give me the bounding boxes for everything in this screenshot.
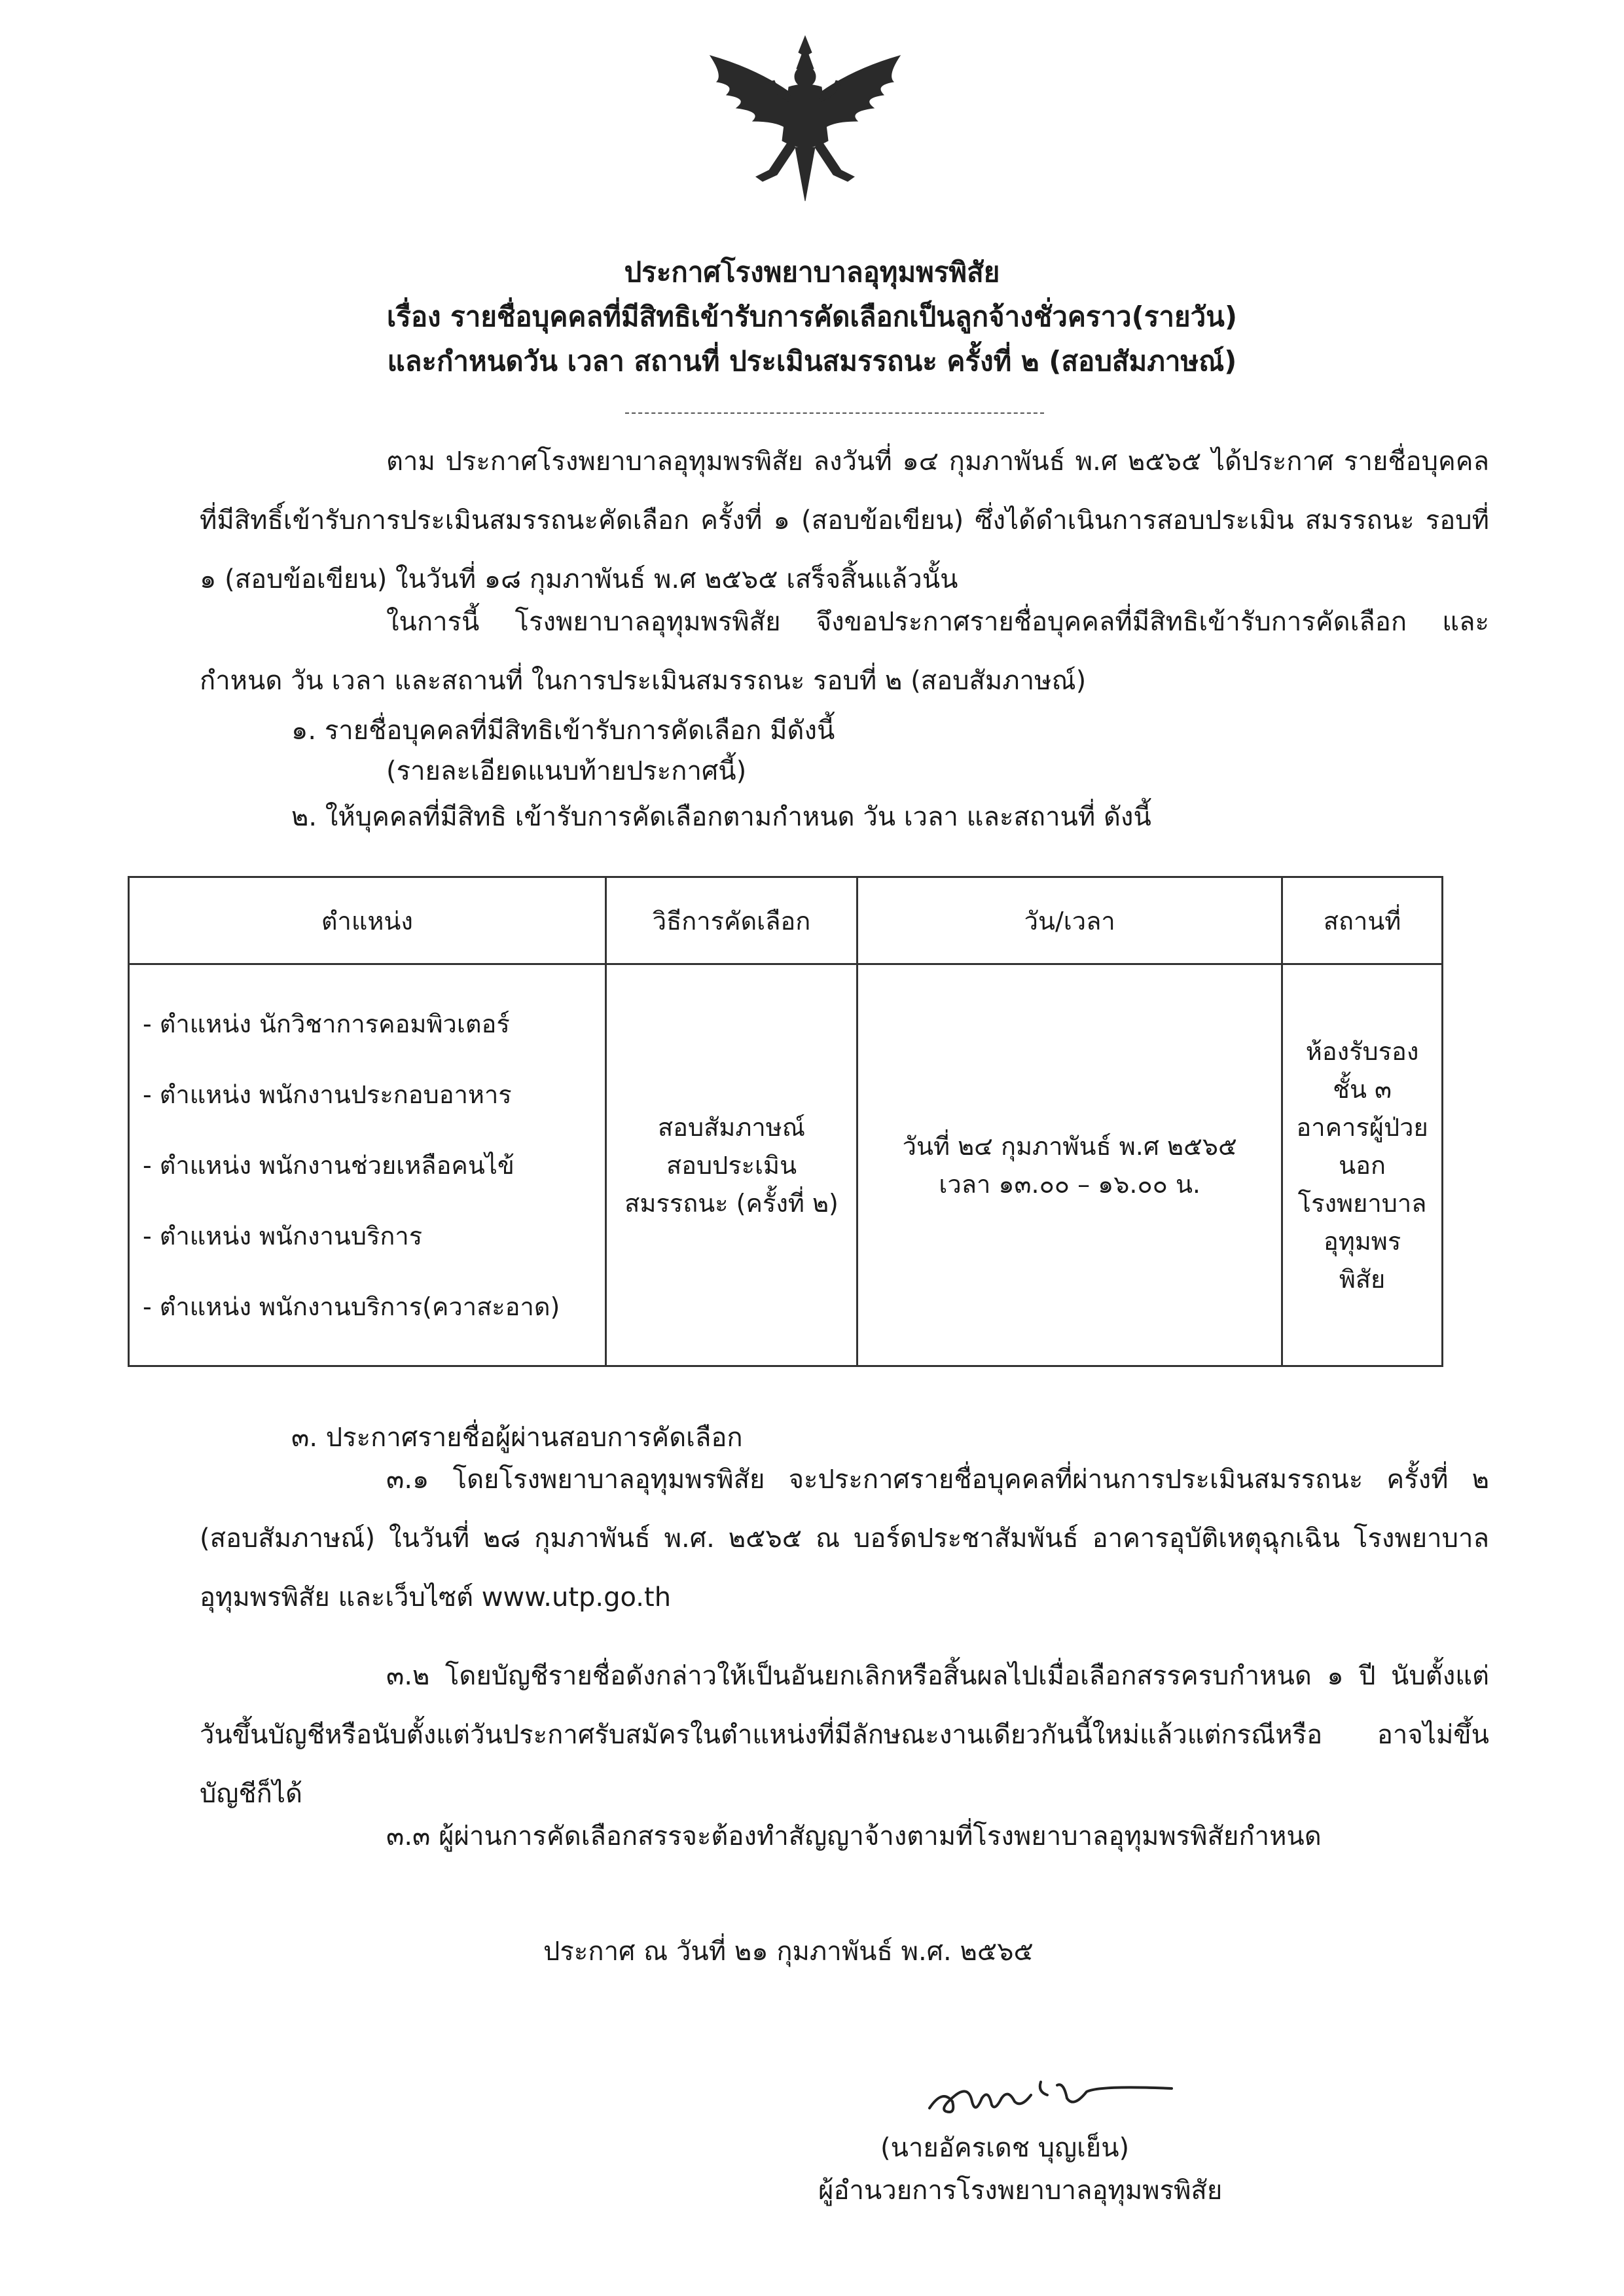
place-line: โรงพยาบาลอุทุมพร: [1297, 1188, 1427, 1256]
place-line: พิสัย: [1339, 1264, 1386, 1294]
position-item: - ตำแหน่ง นักวิชาการคอมพิวเตอร์: [143, 1009, 510, 1038]
place-cell: [1282, 964, 1443, 1366]
intro-paragraph-1: [200, 432, 1489, 609]
datetime-date: วันที่ ๒๔ กุมภาพันธ์ พ.ศ ๒๕๖๕: [902, 1131, 1237, 1161]
positions-cell: [129, 964, 606, 1366]
intro-paragraph-2-text: ในการนี้ โรงพยาบาลอุทุมพรพิสัย จึงขอประกาศรายชื่อบุคคลที่มีสิทธิเข้ารับการคัดเลือก และกำหนด วัน เวลา และสถานที่ ในการประเมินสมรรถนะ รอบที่ ๒ (สอบสัมภาษณ์): [200, 607, 1489, 696]
signature-icon: [916, 2062, 1178, 2134]
intro-paragraph-2: [200, 592, 1489, 710]
signer-name: (นายอัครเดช บุญเย็น): [880, 2133, 1130, 2163]
section-3-2-text: ๓.๒ โดยบัญชีรายชื่อดังกล่าวให้เป็นอันยกเลิกหรือสิ้นผลไปเมื่อเลือกสรรครบกำหนด ๑ ปี นับตั้งแต่วันขึ้นบัญชีหรือนับตั้งแต่วันประกาศรับสมัครในตำแหน่งที่มีลักษณะงานเดียวกันนี้ใหม่แล้วแต่กรณีหรือ อาจไม่ขึ้นบัญชีก็ได้: [200, 1661, 1489, 1809]
header-position: ตำแหน่ง: [129, 877, 606, 964]
datetime-time: เวลา ๑๓.๐๐ – ๑๖.๐๐ น.: [939, 1169, 1200, 1199]
garuda-emblem-icon: [697, 29, 913, 206]
list-item-1-note: (รายละเอียดแนบท้ายประกาศนี้): [386, 756, 747, 786]
method-line: สอบประเมิน: [666, 1150, 797, 1180]
method-line: สอบสัมภาษณ์: [657, 1112, 806, 1142]
method-cell: [605, 964, 857, 1366]
list-item-1: ๑. รายชื่อบุคคลที่มีสิทธิเข้ารับการคัดเลือก มีดังนี้: [291, 716, 835, 746]
section-3-1-text: ๓.๑ โดยโรงพยาบาลอุทุมพรพิสัย จะประกาศรายชื่อบุคคลที่ผ่านการประเมินสมรรถนะ ครั้งที่ ๒ (สอบสัมภาษณ์) ในวันที่ ๒๘ กุมภาพันธ์ พ.ศ. ๒๕๖๕ ณ บอร์ดประชาสัมพันธ์ อาคารอุบัติเหตุฉุกเฉิน โรงพยาบาลอุทุมพรพิสัย และเว็บไซต์ www.utp.go.th: [200, 1465, 1489, 1613]
position-item: - ตำแหน่ง พนักงานบริการ: [143, 1221, 423, 1250]
intro-paragraph-1-text: ตาม ประกาศโรงพยาบาลอุทุมพรพิสัย ลงวันที่ ๑๔ กุมภาพันธ์ พ.ศ ๒๕๖๕ ได้ประกาศ รายชื่อบุคคลที่มีสิทธิ์เข้ารับการประเมินสมรรถนะคัดเลือก ครั้งที่ ๑ (สอบข้อเขียน) ซึ่งได้ดำเนินการสอบประเมิน สมรรถนะ รอบที่ ๑ (สอบข้อเขียน) ในวันที่ ๑๘ กุมภาพันธ์ พ.ศ ๒๕๖๕ เสร็จสิ้นแล้วนั้น: [200, 446, 1489, 594]
section-3-1: [200, 1450, 1489, 1627]
method-line: สมรรถนะ (ครั้งที่ ๒): [624, 1188, 839, 1218]
header-divider: [625, 412, 1044, 414]
position-item: - ตำแหน่ง พนักงานบริการ(ควาสะอาด): [143, 1292, 560, 1321]
section-3-title: ๓. ประกาศรายชื่อผู้ผ่านสอบการคัดเลือก: [291, 1423, 743, 1453]
section-3-3: [200, 1807, 1489, 1866]
table-row: [129, 964, 1443, 1366]
section-3-3-text: ๓.๓ ผู้ผ่านการคัดเลือกสรรจะต้องทำสัญญาจ้างตามที่โรงพยาบาลอุทุมพรพิสัยกำหนด: [386, 1821, 1322, 1851]
table-header-row: [129, 877, 1443, 964]
datetime-cell: [857, 964, 1282, 1366]
announcement-date: ประกาศ ณ วันที่ ๒๑ กุมภาพันธ์ พ.ศ. ๒๕๖๕: [543, 1937, 1034, 1967]
subject-line-2: และกำหนดวัน เวลา สถานที่ ประเมินสมรรถนะ ครั้งที่ ๒ (สอบสัมภาษณ์): [387, 345, 1237, 377]
header-place: สถานที่: [1282, 877, 1443, 964]
header-method: วิธีการคัดเลือก: [605, 877, 857, 964]
subject-line-1: เรื่อง รายชื่อบุคคลที่มีสิทธิเข้ารับการคัดเลือกเป็นลูกจ้างชั่วคราว(รายวัน): [386, 301, 1238, 333]
section-3-2: [200, 1647, 1489, 1823]
place-line: อาคารผู้ป่วยนอก: [1296, 1112, 1428, 1180]
schedule-table: [128, 876, 1443, 1367]
list-item-2: ๒. ให้บุคคลที่มีสิทธิ เข้ารับการคัดเลือกตามกำหนด วัน เวลา และสถานที่ ดังนี้: [291, 802, 1151, 832]
position-item: - ตำแหน่ง พนักงานช่วยเหลือคนไข้: [143, 1150, 514, 1180]
announcement-title: ประกาศโรงพยาบาลอุทุมพรพิสัย: [624, 256, 1000, 288]
header-datetime: วัน/เวลา: [857, 877, 1282, 964]
signer-title: ผู้อำนวยการโรงพยาบาลอุทุมพรพิสัย: [818, 2176, 1223, 2206]
position-item: - ตำแหน่ง พนักงานประกอบอาหาร: [143, 1080, 512, 1109]
place-line: ห้องรับรอง ชั้น ๓: [1305, 1036, 1419, 1104]
